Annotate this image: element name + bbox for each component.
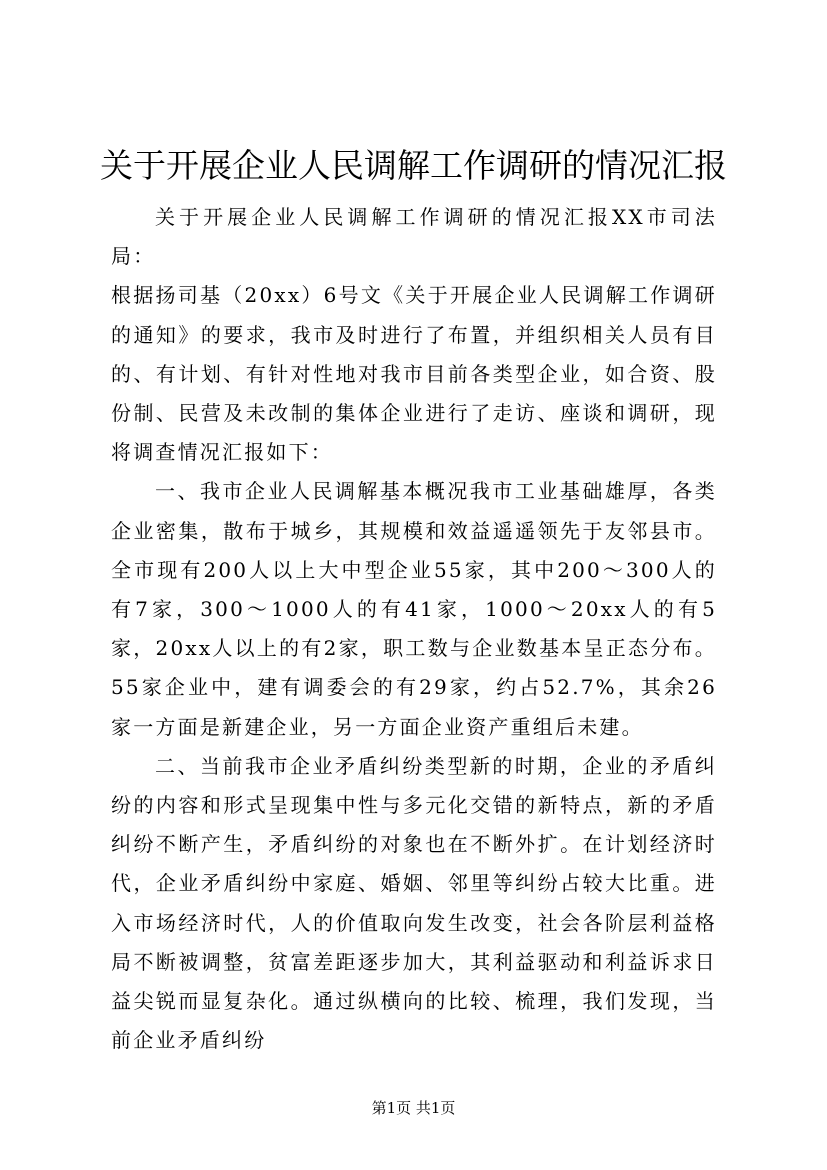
paragraph-intro: 根据扬司基（20xx）6号文《关于开展企业人民调解工作调研的通知》的要求，我市及时进行了布置，并组织相关人员有目的、有计划、有针对性地对我市目前各类型企业，如合资、股份制、民营及未改制的集体企业进行了走访、座谈和调研，现将调查情况汇报如下： [111,283,717,465]
document-body [111,198,717,1060]
paragraph-addressee: 关于开展企业人民调解工作调研的情况汇报XX市司法局： [111,205,717,269]
page-footer: 第1页 共1页 [371,1099,456,1117]
paragraph-section-2: 二、当前我市企业矛盾纠纷类型新的时期，企业的矛盾纠纷的内容和形式呈现集中性与多元化交错的新特点，新的矛盾纠纷不断产生，矛盾纠纷的对象也在不断外扩。在计划经济时代，企业矛盾纠纷中家庭、婚姻、邻里等纠纷占较大比重。进入市场经济时代，人的价值取向发生改变，社会各阶层利益格局不断被调整，贫富差距逐步加大，其利益驱动和利益诉求日益尖锐而显复杂化。通过纵横向的比较、梳理，我们发现，当前企业矛盾纠纷 [111,753,717,1053]
paragraph-section-1: 一、我市企业人民调解基本概况我市工业基础雄厚，各类企业密集，散布于城乡，其规模和效益遥遥领先于友邻县市。全市现有200人以上大中型企业55家，其中200～300人的有7家，300～1000人的有41家，1000～20xx人的有5家，20xx人以上的有2家，职工数与企业数基本呈正态分布。55家企业中，建有调委会的有29家，约占52.7%，其余26家一方面是新建企业，另一方面企业资产重组后未建。 [111,479,717,739]
document-title: 关于开展企业人民调解工作调研的情况汇报 [100,146,727,185]
